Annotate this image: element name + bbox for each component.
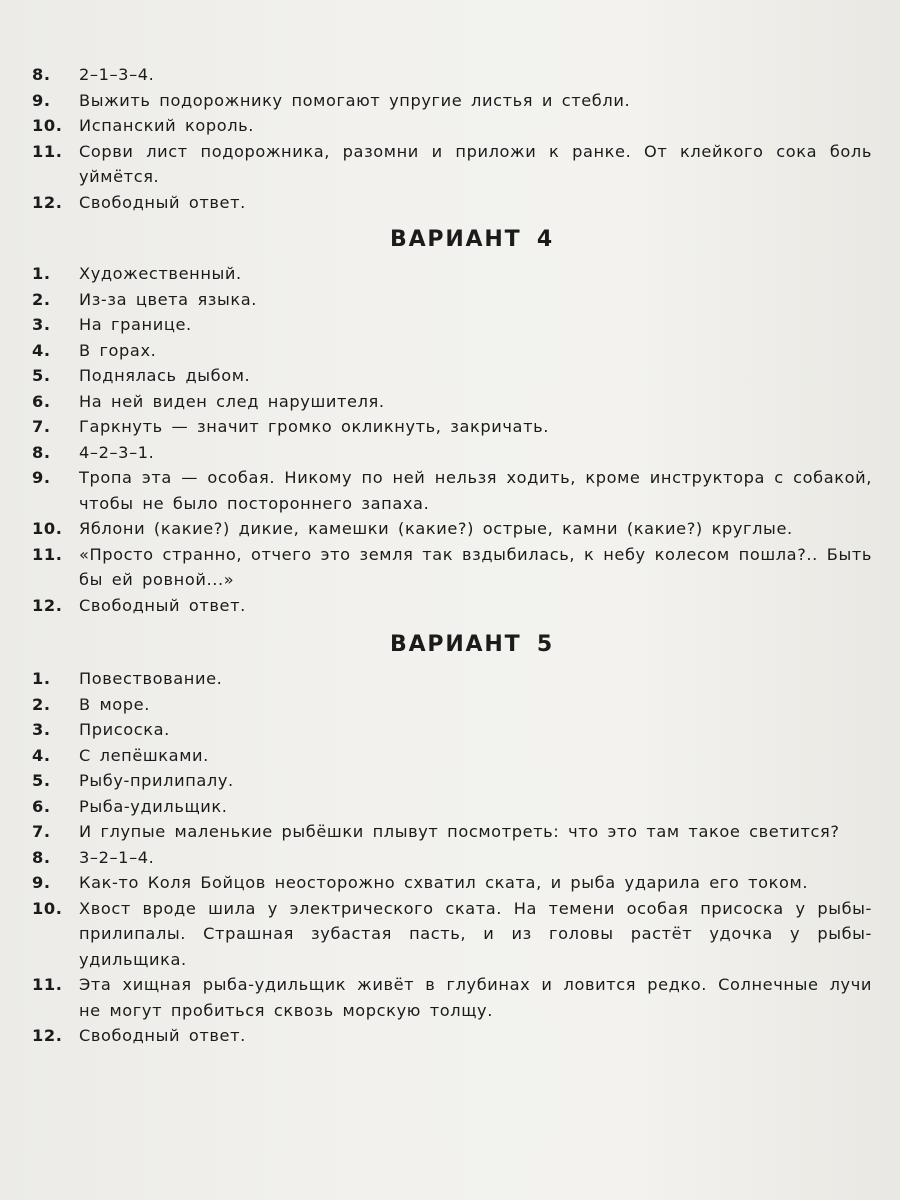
item-text: Эта хищная рыба-удильщик живёт в глубинах и ловится редко. Солнечные лучи не могут пробиться сквозь морскую толщу. (79, 975, 872, 1020)
list-item (32, 1023, 872, 1049)
list-item (32, 743, 872, 769)
list-item (32, 88, 872, 114)
item-text: 4–2–3–1. (79, 442, 155, 462)
item-number: 10. (32, 898, 63, 918)
item-number: 5. (32, 771, 51, 790)
item-number: 6. (32, 391, 51, 411)
item-text: В горах. (79, 340, 157, 360)
item-number: 11. (32, 141, 63, 161)
item-number: 11. (32, 544, 63, 564)
variant-4-heading: ВАРИАНТ 4 (390, 227, 554, 252)
item-text: Яблони (какие?) дикие, камешки (какие?) острые, камни (какие?) круглые. (79, 519, 793, 538)
item-text: Поднялась дыбом. (79, 366, 251, 385)
list-item (32, 414, 872, 440)
list-item (32, 542, 872, 593)
item-number: 6. (32, 796, 51, 816)
item-number: 12. (32, 595, 63, 615)
list-item (32, 62, 872, 88)
list-item (32, 516, 872, 542)
list-item (32, 972, 872, 1023)
list-item (32, 593, 872, 619)
list-item (32, 338, 872, 364)
item-number: 8. (32, 65, 51, 84)
list-item (32, 819, 872, 845)
item-text: Гаркнуть — значит громко окликнуть, закричать. (79, 417, 549, 436)
variant-4-list (32, 261, 872, 618)
item-text: Тропа эта — особая. Никому по ней нельзя ходить, кроме инструктора с собакой, чтобы не было постороннего запаха. (79, 468, 872, 513)
item-text: Художественный. (79, 264, 242, 283)
list-item (32, 870, 872, 896)
list-item (32, 465, 872, 516)
item-text: На границе. (79, 315, 192, 334)
section-top (32, 62, 872, 215)
item-number: 9. (32, 90, 51, 110)
item-text: На ней виден след нарушителя. (79, 391, 385, 411)
item-text: Свободный ответ. (79, 192, 246, 212)
list-item (32, 261, 872, 287)
item-number: 4. (32, 340, 51, 360)
item-text: Свободный ответ. (79, 595, 246, 615)
list-item (32, 113, 872, 139)
variant-5-list (32, 666, 872, 1049)
item-text: Сорви лист подорожника, разомни и приложи к ранке. От клейкого сока боль уймётся. (79, 141, 872, 186)
item-number: 2. (32, 289, 51, 309)
list-item (32, 389, 872, 415)
item-number: 3. (32, 720, 51, 739)
item-number: 7. (32, 417, 51, 436)
item-text: Свободный ответ. (79, 1026, 246, 1045)
item-text: С лепёшками. (79, 745, 209, 765)
item-number: 2. (32, 694, 51, 714)
item-number: 3. (32, 315, 51, 334)
item-text: Из-за цвета языка. (79, 289, 258, 309)
item-text: Рыбу-прилипалу. (79, 771, 234, 790)
list-item (32, 768, 872, 794)
item-text: 2–1–3–4. (79, 65, 155, 84)
list-item (32, 666, 872, 692)
item-text: В море. (79, 694, 150, 714)
list-item (32, 139, 872, 190)
list-item (32, 845, 872, 871)
item-number: 9. (32, 873, 51, 892)
item-text: Повествование. (79, 669, 223, 688)
answers-content (32, 62, 872, 1049)
list-item (32, 312, 872, 338)
item-number: 12. (32, 1026, 63, 1045)
item-number: 5. (32, 366, 51, 385)
item-number: 8. (32, 442, 51, 462)
item-number: 12. (32, 192, 63, 212)
item-text: Рыба-удильщик. (79, 796, 228, 816)
item-number: 1. (32, 669, 51, 688)
item-number: 7. (32, 822, 51, 841)
item-text: И глупые маленькие рыбёшки плывут посмотреть: что это там такое светится? (79, 822, 840, 841)
variant-5-heading: ВАРИАНТ 5 (390, 632, 554, 657)
item-text: 3–2–1–4. (79, 847, 155, 867)
list-item (32, 717, 872, 743)
list-item (32, 692, 872, 718)
item-text: Присоска. (79, 720, 170, 739)
list-item (32, 794, 872, 820)
list-item (32, 440, 872, 466)
item-number: 11. (32, 975, 63, 994)
list-item (32, 190, 872, 216)
list-item (32, 287, 872, 313)
item-number: 9. (32, 468, 51, 487)
item-text: Выжить подорожнику помогают упругие листья и стебли. (79, 90, 631, 110)
item-text: Хвост вроде шила у электрического ската. На темени особая присоска у рыбы-прилипалы. Страшная зубастая пасть, и из головы растёт удочка у рыбы-удильщика. (79, 898, 872, 969)
list-item (32, 896, 872, 973)
list-item (32, 363, 872, 389)
item-number: 4. (32, 745, 51, 765)
item-number: 8. (32, 847, 51, 867)
item-number: 10. (32, 116, 63, 135)
item-text: «Просто странно, отчего это земля так вздыбилась, к небу колесом пошла?.. Быть бы ей ровной...» (79, 544, 872, 589)
item-number: 10. (32, 519, 63, 538)
item-number: 1. (32, 264, 51, 283)
item-text: Как-то Коля Бойцов неосторожно схватил ската, и рыба ударила его током. (79, 873, 809, 892)
item-text: Испанский король. (79, 116, 255, 135)
